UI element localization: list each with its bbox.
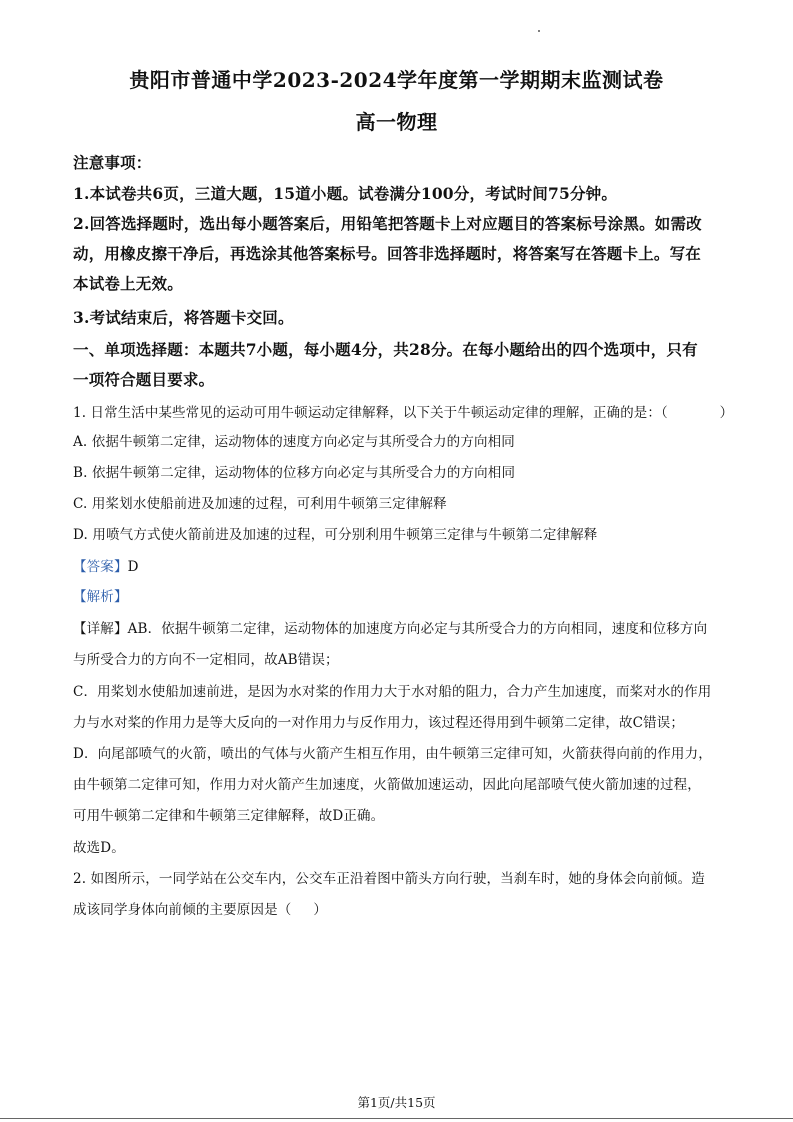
question-2-stem-line-1: 2. 如图所示，一同学站在公交车内，公交车正沿着图中箭头方向行驶，当刹车时，她的身体会向前倾。造 bbox=[73, 871, 705, 887]
bottom-divider bbox=[0, 1118, 793, 1119]
detail-line-3: C．用桨划水使船加速前进，是因为水对桨的作用力大于水对船的阻力，合力产生加速度，而桨对水的作用 bbox=[73, 684, 712, 700]
detail-line-2: 与所受合力的方向不一定相同，故AB错误； bbox=[73, 652, 339, 668]
question-1-option-d: D. 用喷气方式使火箭前进及加速的过程，可分别利用牛顿第三定律与牛顿第二定律解释 bbox=[73, 527, 598, 543]
answer-value: D bbox=[127, 559, 139, 575]
detail-line-6: 由牛顿第二定律可知，作用力对火箭产生加速度，火箭做加速运动，因此向尾部喷气使火箭加速的过程， bbox=[73, 777, 701, 793]
notice-item-1: 1.本试卷共6页，三道大题，15道小题。试卷满分100分，考试时间75分钟。 bbox=[73, 184, 618, 203]
question-2-stem-text: 成该同学身体向前倾的主要原因是（ bbox=[73, 902, 292, 918]
question-1-option-b: B. 依据牛顿第二定律，运动物体的位移方向必定与其所受合力的方向相同 bbox=[73, 465, 516, 481]
question-1-stem-close: ） bbox=[719, 405, 734, 421]
question-1-option-c: C. 用桨划水使船前进及加速的过程，可利用牛顿第三定律解释 bbox=[73, 496, 447, 512]
detail-line-7: 可用牛顿第二定律和牛顿第三定律解释，故D正确。 bbox=[73, 808, 385, 824]
scan-speck bbox=[538, 30, 540, 32]
detail-conclusion: 故选D。 bbox=[73, 840, 125, 856]
detail-line-1 bbox=[73, 617, 707, 637]
question-2-stem-line-2 bbox=[73, 898, 327, 918]
notice-item-2-line-3: 本试卷上无效。 bbox=[73, 274, 183, 293]
detail-text-1: AB．依据牛顿第二定律，运动物体的加速度方向必定与其所受合力的方向相同，速度和位移方向 bbox=[127, 621, 708, 637]
section-heading-line-1: 一、单项选择题：本题共7小题，每小题4分，共28分。在每小题给出的四个选项中，只有 bbox=[73, 340, 698, 359]
notice-item-2-line-1: 2.回答选择题时，选出每小题答案后，用铅笔把答题卡上对应题目的答案标号涂黑。如需改 bbox=[73, 214, 702, 233]
answer-tag: 【答案】 bbox=[73, 559, 128, 575]
answer-line bbox=[73, 555, 139, 575]
question-1-stem-text: 1. 日常生活中某些常见的运动可用牛顿运动定律解释，以下关于牛顿运动定律的理解，正确的是：（ bbox=[73, 405, 668, 421]
page-footer: 第1页/共15页 bbox=[357, 1095, 436, 1110]
notice-item-2-line-2: 动，用橡皮擦干净后，再选涂其他答案标号。回答非选择题时，将答案写在答题卡上。写在 bbox=[73, 244, 702, 263]
detail-tag: 【详解】 bbox=[73, 621, 128, 637]
analysis-tag: 【解析】 bbox=[73, 589, 128, 605]
question-1-option-a: A. 依据牛顿第二定律，运动物体的速度方向必定与其所受合力的方向相同 bbox=[73, 434, 515, 450]
notice-heading: 注意事项： bbox=[73, 153, 152, 172]
question-1-stem bbox=[73, 401, 733, 421]
detail-line-5: D．向尾部喷气的火箭，喷出的气体与火箭产生相互作用，由牛顿第三定律可知，火箭获得向前的作用力， bbox=[73, 746, 712, 762]
question-2-stem-close: ） bbox=[313, 902, 328, 918]
detail-line-4: 力与水对桨的作用力是等大反向的一对作用力与反作用力，该过程还得用到牛顿第二定律，故C错误； bbox=[73, 715, 685, 731]
notice-item-3: 3.考试结束后，将答题卡交回。 bbox=[73, 308, 294, 327]
exam-subject: 高一物理 bbox=[355, 110, 438, 134]
exam-title: 贵阳市普通中学2023-2024学年度第一学期期末监测试卷 bbox=[129, 68, 664, 92]
section-heading-line-2: 一项符合题目要求。 bbox=[73, 370, 215, 389]
